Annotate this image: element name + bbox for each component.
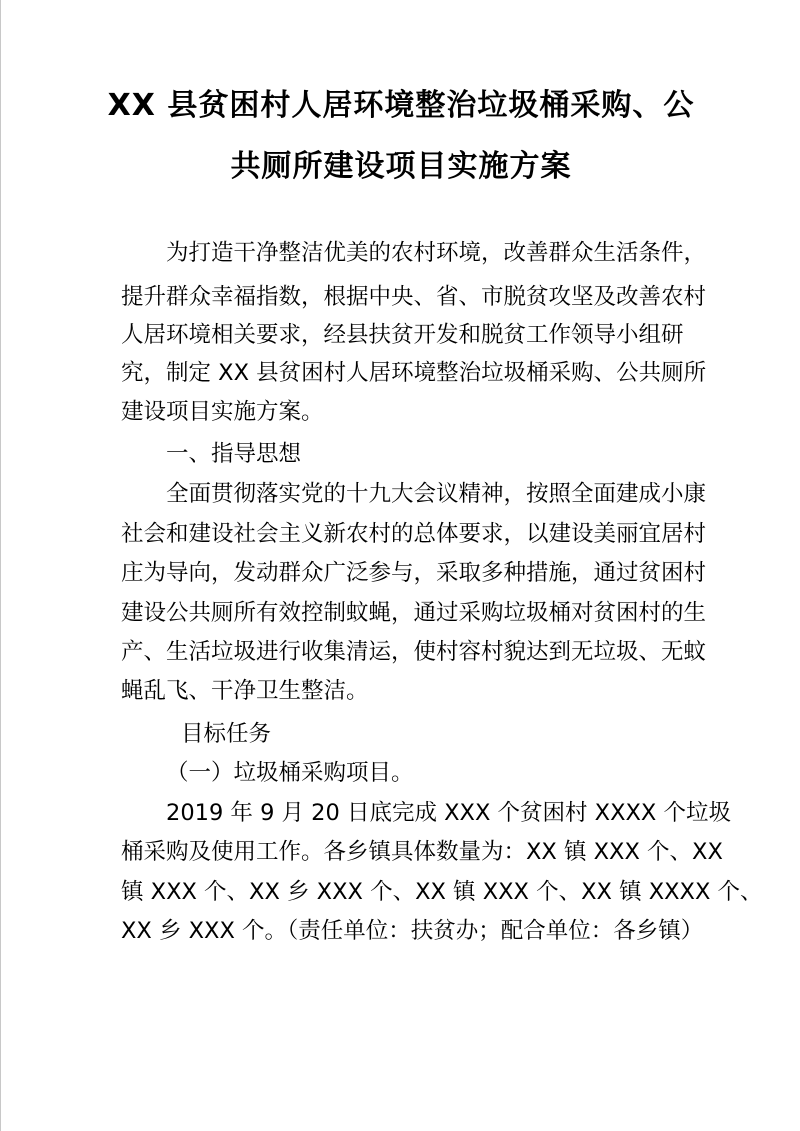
document-title-line-1: XX 县贫困村人居环境整治垃圾桶采购、公 — [107, 88, 695, 123]
paragraph-guiding-line: 全面贯彻落实党的十九大会议精神，按照全面建成小康 — [166, 481, 707, 507]
section-heading-guiding-ideology: 一、指导思想 — [166, 441, 302, 467]
paragraph-trash-bins-line: XX 乡 XXX 个。（责任单位：扶贫办；配合单位：各乡镇） — [121, 918, 704, 944]
paragraph-guiding-line: 建设公共厕所有效控制蚊蝇，通过采购垃圾桶对贫困村的生 — [121, 600, 707, 626]
paragraph-guiding-line: 产、生活垃圾进行收集清运，使村容村貌达到无垃圾、无蚊 — [121, 639, 707, 665]
paragraph-intro-line: 人居环境相关要求，经县扶贫开发和脱贫工作领导小组研 — [121, 322, 684, 348]
paragraph-intro-line: 建设项目实施方案。 — [121, 399, 324, 425]
subsection-heading-trash-bins: （一）垃圾桶采购项目。 — [166, 760, 414, 786]
paragraph-intro-line: 提升群众幸福指数，根据中央、省、市脱贫攻坚及改善农村 — [121, 284, 707, 310]
paragraph-guiding-line: 蝇乱飞、干净卫生整洁。 — [121, 678, 369, 704]
section-heading-objectives: 目标任务 — [181, 721, 272, 747]
paragraph-guiding-line: 社会和建设社会主义新农村的总体要求，以建设美丽宜居村 — [121, 521, 707, 547]
paragraph-trash-bins-line: 2019 年 9 月 20 日底完成 XXX 个贫困村 XXXX 个垃圾 — [166, 800, 731, 826]
paragraph-guiding-line: 庄为导向，发动群众广泛参与，采取多种措施，通过贫困村 — [121, 560, 707, 586]
paragraph-trash-bins-line: 镇 XXX 个、XX 乡 XXX 个、XX 镇 XXX 个、XX 镇 XXXX 个、 — [121, 879, 763, 905]
paragraph-intro-line: 为打造干净整洁优美的农村环境，改善群众生活条件， — [166, 240, 707, 266]
paragraph-trash-bins-line: 桶采购及使用工作。各乡镇具体数量为：XX 镇 XXX 个、XX — [121, 839, 723, 865]
paragraph-intro-line: 究，制定 XX 县贫困村人居环境整治垃圾桶采购、公共厕所 — [121, 360, 707, 386]
document-title-line-2: 共厕所建设项目实施方案 — [230, 149, 572, 184]
